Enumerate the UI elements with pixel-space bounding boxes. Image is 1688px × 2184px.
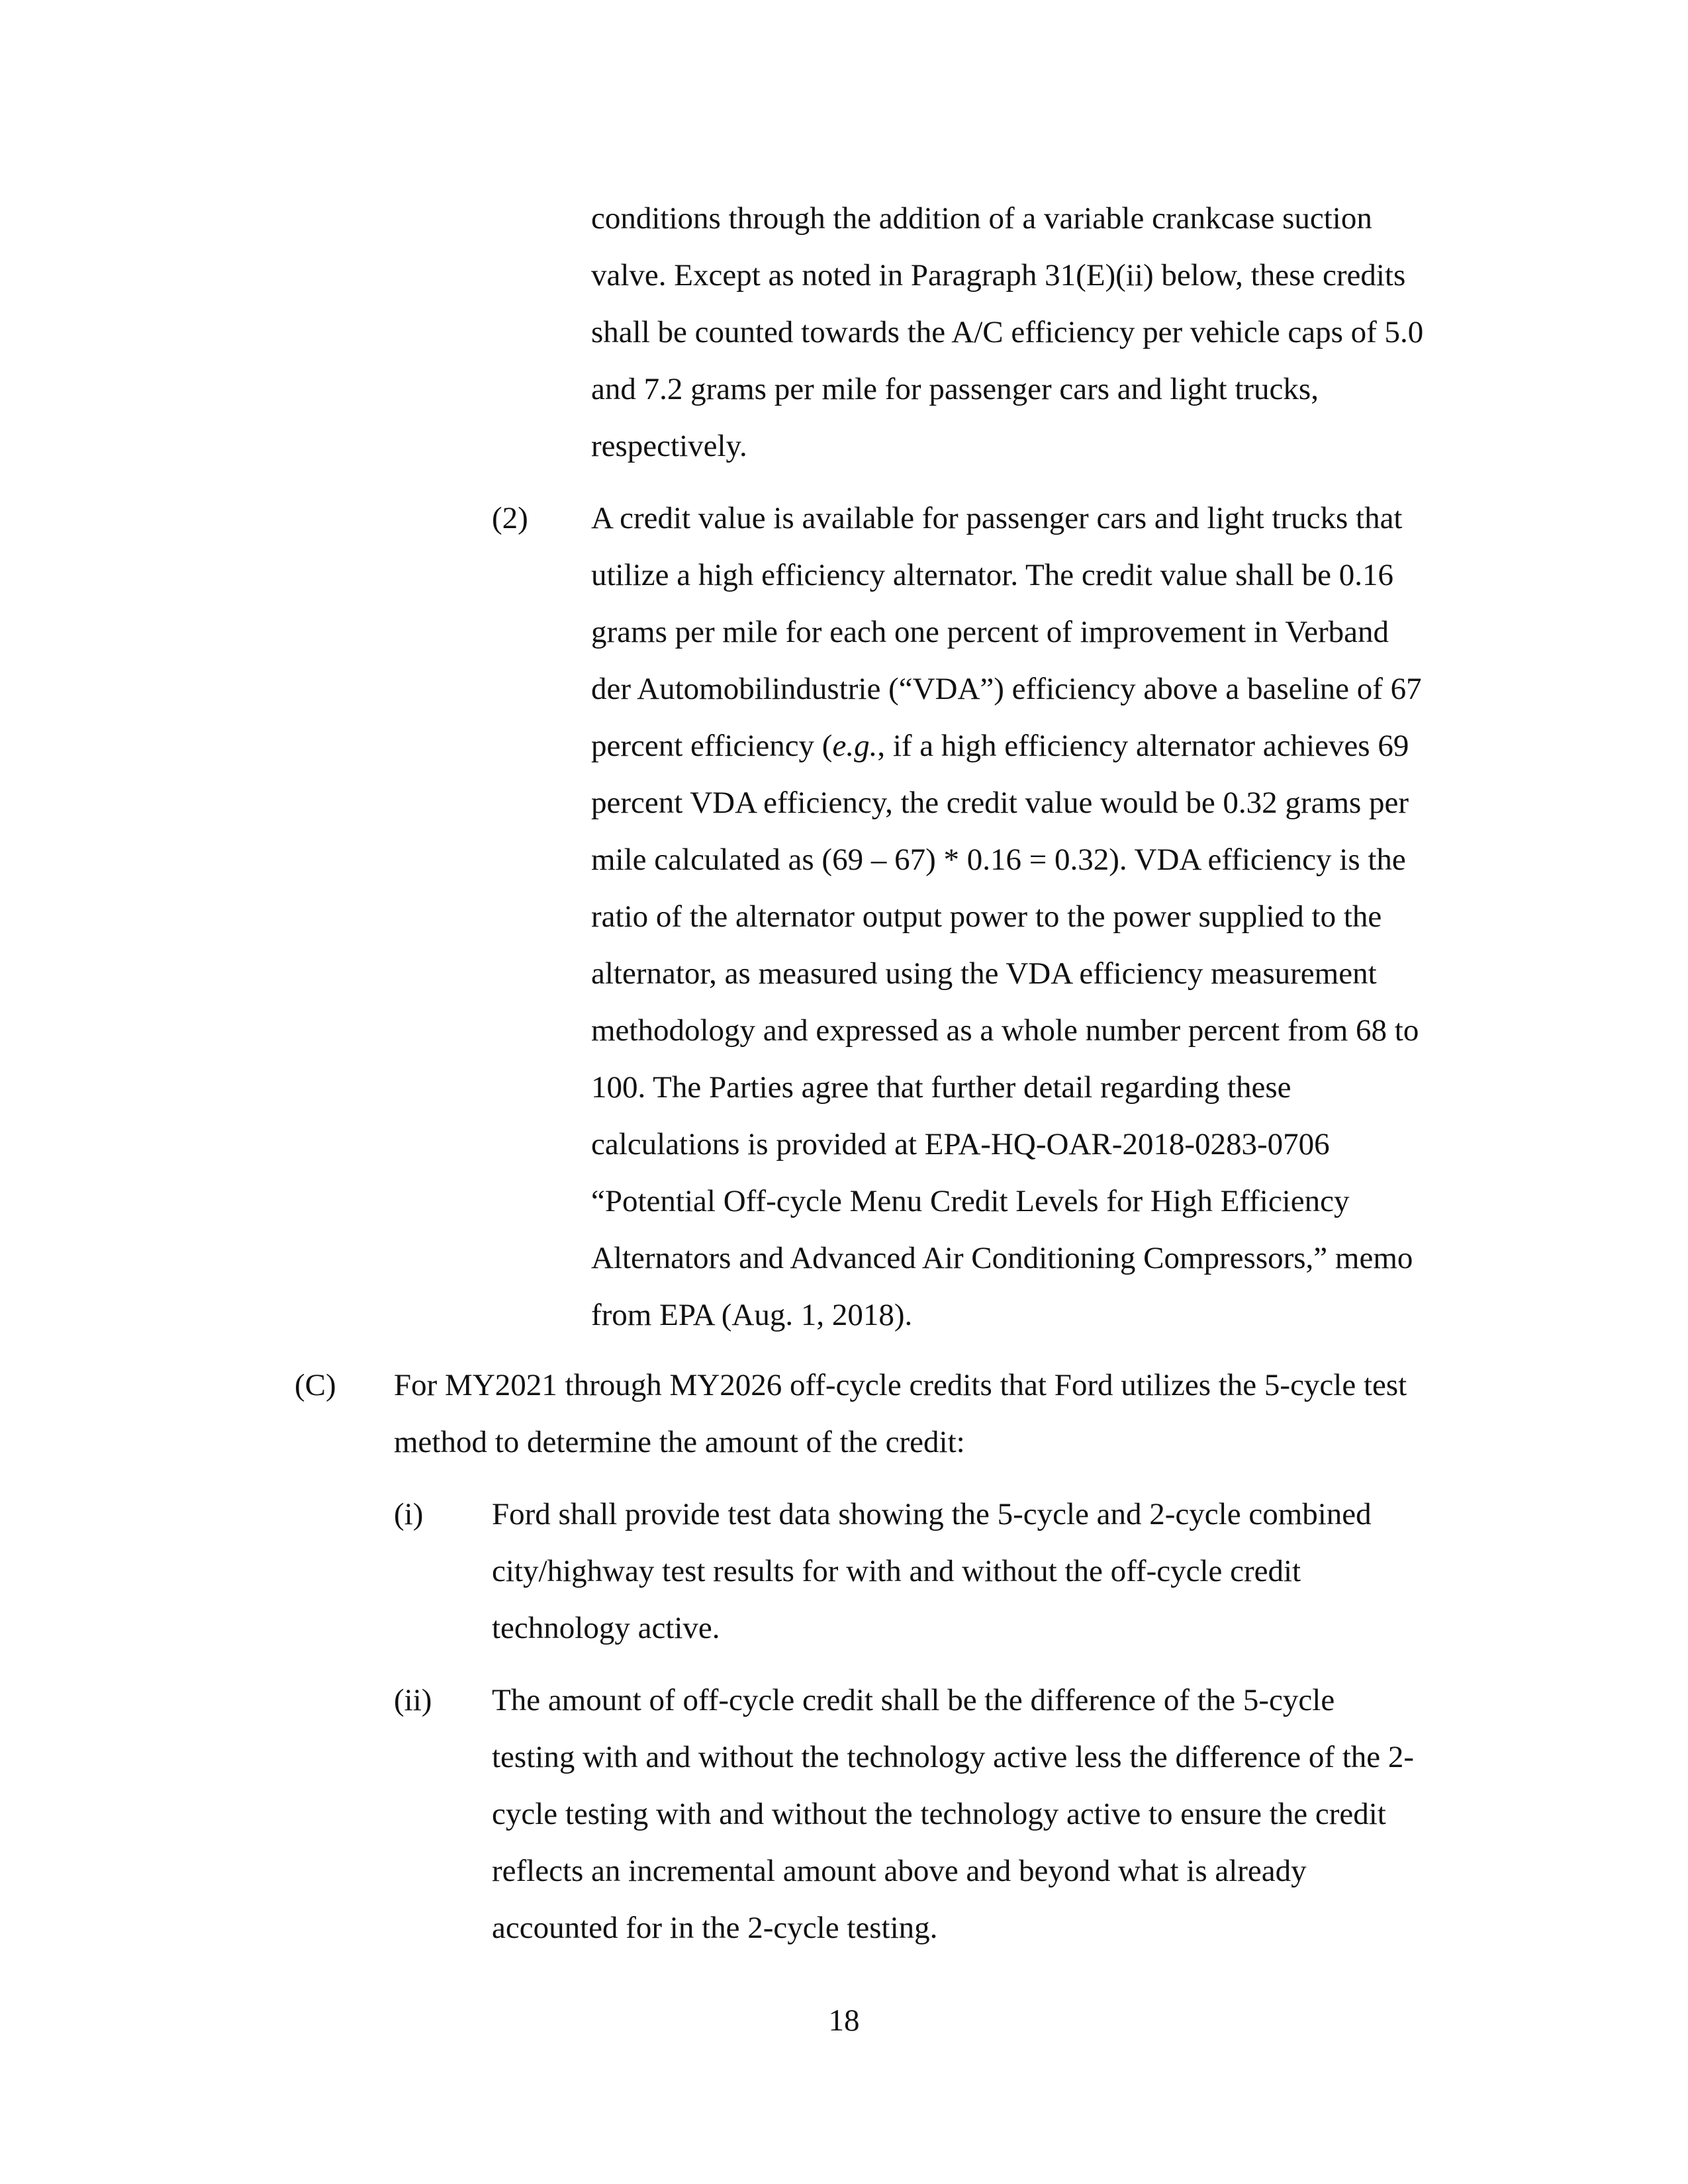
text-line: shall be counted towards the A/C efficiency per vehicle caps of 5.0 <box>591 315 1424 349</box>
text-line: utilize a high efficiency alternator. The credit value shall be 0.16 <box>591 558 1393 592</box>
text-line: and 7.2 grams per mile for passenger cars and light trucks, <box>591 372 1319 406</box>
text-line: The amount of off-cycle credit shall be the difference of the 5-cycle <box>492 1683 1335 1717</box>
text-line: “Potential Off-cycle Menu Credit Levels for High Efficiency <box>591 1184 1350 1218</box>
text-line: technology active. <box>492 1611 720 1645</box>
text-fragment: percent efficiency ( <box>591 729 833 763</box>
text-line: city/highway test results for with and without the off-cycle credit <box>492 1554 1301 1588</box>
item-c-marker: (C) <box>295 1368 336 1402</box>
item-2-paragraph <box>591 490 1422 1343</box>
text-line: method to determine the amount of the credit: <box>394 1425 965 1459</box>
italic-abbreviation: e.g. <box>832 729 878 763</box>
text-line: conditions through the addition of a variable crankcase suction <box>591 201 1372 236</box>
text-line: Ford shall provide test data showing the 5-cycle and 2-cycle combined <box>492 1497 1372 1531</box>
text-line: For MY2021 through MY2026 off-cycle credits that Ford utilizes the 5-cycle test <box>394 1368 1407 1402</box>
text-line: 100. The Parties agree that further detail regarding these <box>591 1070 1291 1105</box>
text-line: valve. Except as noted in Paragraph 31(E)(ii) below, these credits <box>591 258 1406 293</box>
item-i-marker: (i) <box>394 1497 424 1531</box>
text-line: mile calculated as (69 – 67) * 0.16 = 0.32). VDA efficiency is the <box>591 842 1406 877</box>
item-ii-paragraph <box>492 1672 1414 1956</box>
text-line: testing with and without the technology active less the difference of the 2- <box>492 1740 1415 1774</box>
text-line: percent VDA efficiency, the credit value would be 0.32 grams per <box>591 786 1409 820</box>
text-line: der Automobilindustrie (“VDA”) efficiency above a baseline of 67 <box>591 672 1422 706</box>
item-2-marker: (2) <box>492 501 528 535</box>
text-line: cycle testing with and without the technology active to ensure the credit <box>492 1797 1386 1831</box>
text-line: respectively. <box>591 429 747 463</box>
text-line: grams per mile for each one percent of improvement in Verband <box>591 615 1389 649</box>
text-line: reflects an incremental amount above and beyond what is already <box>492 1854 1307 1888</box>
item-ii-marker: (ii) <box>394 1683 432 1717</box>
text-line: ratio of the alternator output power to the power supplied to the <box>591 899 1382 934</box>
text-line: methodology and expressed as a whole number percent from 68 to <box>591 1013 1419 1048</box>
continuation-paragraph <box>591 190 1423 475</box>
text-line: calculations is provided at EPA-HQ-OAR-2018-0283-0706 <box>591 1127 1330 1161</box>
item-i-paragraph <box>492 1486 1372 1657</box>
text-line <box>591 717 1422 774</box>
page-number: 18 <box>828 2003 860 2038</box>
item-c-paragraph <box>394 1357 1407 1471</box>
text-fragment: , if a high efficiency alternator achieves 69 <box>877 729 1409 763</box>
text-line: accounted for in the 2-cycle testing. <box>492 1911 938 1945</box>
text-line: Alternators and Advanced Air Conditioning Compressors,” memo <box>591 1241 1413 1275</box>
text-line: alternator, as measured using the VDA efficiency measurement <box>591 956 1377 991</box>
text-line: A credit value is available for passenger cars and light trucks that <box>591 501 1403 535</box>
text-line: from EPA (Aug. 1, 2018). <box>591 1298 913 1332</box>
